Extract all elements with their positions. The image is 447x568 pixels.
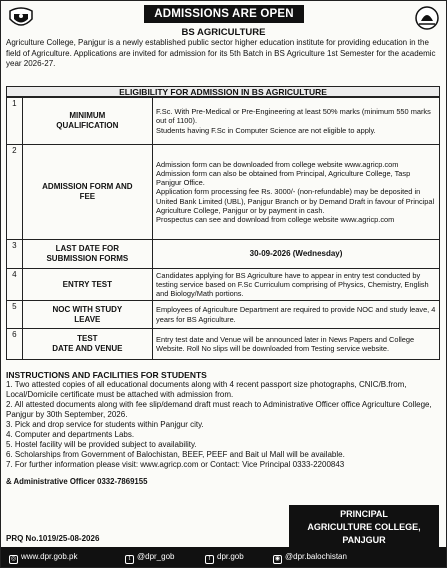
principal-line: AGRICULTURE COLLEGE, bbox=[307, 522, 421, 532]
row-description bbox=[153, 145, 440, 240]
row-label bbox=[22, 98, 152, 145]
table-row bbox=[7, 301, 440, 329]
row-number: 1 bbox=[7, 98, 23, 145]
instructions-title: INSTRUCTIONS AND FACILITIES FOR STUDENTS bbox=[6, 370, 207, 380]
row-number: 2 bbox=[7, 145, 23, 240]
eligibility-table bbox=[6, 97, 440, 360]
row-label-line: ENTRY TEST bbox=[62, 279, 113, 289]
row-description bbox=[153, 98, 440, 145]
list-item: 4. Computer and departments Labs. bbox=[6, 430, 135, 439]
row-number: 3 bbox=[7, 240, 23, 269]
description-line: Application form processing fee Rs. 3000/- (non-refundable) may be deposited in United Bank Limited (UBL), Panjgur Branch or by Demand Draft in favour of Principal Agriculture College, Panjgur or by payment in cash. bbox=[156, 187, 435, 215]
row-number: 6 bbox=[7, 329, 23, 360]
list-item: 7. For further information please visit: www.agricp.com or Contact: Vice Principal 0333-2200843 bbox=[6, 460, 345, 469]
row-description bbox=[153, 269, 440, 301]
list-item: 2. All attested documents along with fee slip/demand draft must reach to Administrative Officer office Agriculture College, Panjgur by 30th September, 2026. bbox=[6, 400, 432, 419]
description-line: Prospectus can see and download from college website www.agricp.com bbox=[156, 215, 395, 224]
description-line: Students having F.Sc in Computer Science are not eligible to apply. bbox=[156, 125, 376, 135]
table-row bbox=[7, 98, 440, 145]
row-label bbox=[22, 269, 152, 301]
table-row bbox=[7, 269, 440, 301]
principal-line: PRINCIPAL bbox=[340, 509, 388, 519]
row-label-line: QUALIFICATION bbox=[56, 121, 119, 130]
footer-bar bbox=[1, 547, 446, 567]
row-description bbox=[153, 329, 440, 360]
footer-link-instagram[interactable]: ◉ @dpr.balochistan bbox=[274, 552, 347, 562]
row-number: 4 bbox=[7, 269, 23, 301]
description-line: Candidates applying for BS Agriculture have to appear in entry test conducted by testing service based on F.Sc Curriculum comprising of Physics, Chemistry, English and Biology/Math portions. bbox=[156, 270, 429, 299]
row-label bbox=[22, 145, 152, 240]
row-label-line: FEE bbox=[79, 192, 96, 201]
principal-line: PANJGUR bbox=[342, 535, 386, 545]
footer-link-facebook[interactable]: f dpr.gob bbox=[205, 547, 244, 567]
row-label-line: ADMISSION FORM AND bbox=[42, 182, 133, 191]
footer-link-twitter[interactable]: t @dpr_gob bbox=[125, 547, 174, 567]
footer-link-website[interactable]: ◎ www.dpr.gob.pk bbox=[10, 552, 78, 562]
list-item: 3. Pick and drop service for students within Panjgur city. bbox=[6, 420, 204, 429]
row-label bbox=[22, 329, 152, 360]
admissions-banner: ADMISSIONS ARE OPEN bbox=[144, 5, 304, 23]
description-line: Admission form can also be obtained from Principal, Agriculture College, Tasp Panjgur Office. bbox=[156, 168, 411, 188]
table-row bbox=[7, 329, 440, 360]
row-label-line: DATE AND VENUE bbox=[52, 344, 123, 353]
instructions-list bbox=[6, 380, 442, 470]
row-label-line: LAST DATE FOR bbox=[55, 244, 120, 253]
description-line: Entry test date and Venue will be announced later in News Papers and College Website. Roll No slips will be downloaded from Testing service website. bbox=[156, 334, 415, 353]
row-label bbox=[22, 301, 152, 329]
list-item: 1. Two attested copies of all educational documents along with 4 recent passport size photographs, CNIC/B.from, Local/Domicile certificate must be attached with admission from. bbox=[6, 380, 407, 399]
row-label-line: MINIMUM bbox=[69, 111, 106, 120]
row-label-line: LEAVE bbox=[74, 314, 101, 324]
description-line: Admission form can be downloaded from college website www.agricp.com bbox=[156, 159, 399, 169]
eligibility-title: ELIGIBILITY FOR ADMISSION IN BS AGRICULTURE bbox=[6, 86, 440, 97]
twitter-icon: t bbox=[125, 555, 134, 564]
last-date-value: 30-09-2026 (Wednesday) bbox=[153, 240, 440, 269]
row-label bbox=[22, 240, 152, 269]
facebook-icon: f bbox=[205, 555, 214, 564]
row-label-line: TEST bbox=[77, 334, 98, 343]
globe-icon: ◎ bbox=[10, 556, 17, 562]
prq-number: PRQ No.1019/25-08-2026 bbox=[6, 534, 100, 543]
row-label-line: NOC WITH STUDY bbox=[52, 304, 123, 314]
row-number: 5 bbox=[7, 301, 23, 329]
instagram-icon: ◉ bbox=[274, 556, 281, 562]
principal-signature-block bbox=[289, 505, 439, 551]
table-row bbox=[7, 145, 440, 240]
row-description bbox=[153, 301, 440, 329]
contact-line: & Administrative Officer 0332-7869155 bbox=[6, 477, 148, 486]
row-label-line: SUBMISSION FORMS bbox=[46, 254, 129, 263]
intro-paragraph: Agriculture College, Panjgur is a newly established public sector higher education institute for providing education in the field of Agriculture. Applications are invited for admission for its 5th Batch in BS Agriculture 1st Semester for the academic year 2026-27. bbox=[6, 38, 436, 68]
table-row bbox=[7, 240, 440, 269]
description-line: F.Sc. With Pre-Medical or Pre-Engineering at least 50% marks (minimum 550 marks out of 1100). bbox=[156, 107, 431, 126]
program-title: BS AGRICULTURE bbox=[181, 27, 266, 38]
list-item: 5. Hostel facility will be provided subject to availability. bbox=[6, 440, 197, 449]
description-line: Employees of Agriculture Department are required to provide NOC and study leave, 4 years for BS Agriculture. bbox=[156, 305, 436, 324]
list-item: 6. Scholarships from Government of Balochistan, BEEF, PEEF and Bait ul Mall will be available. bbox=[6, 450, 345, 459]
